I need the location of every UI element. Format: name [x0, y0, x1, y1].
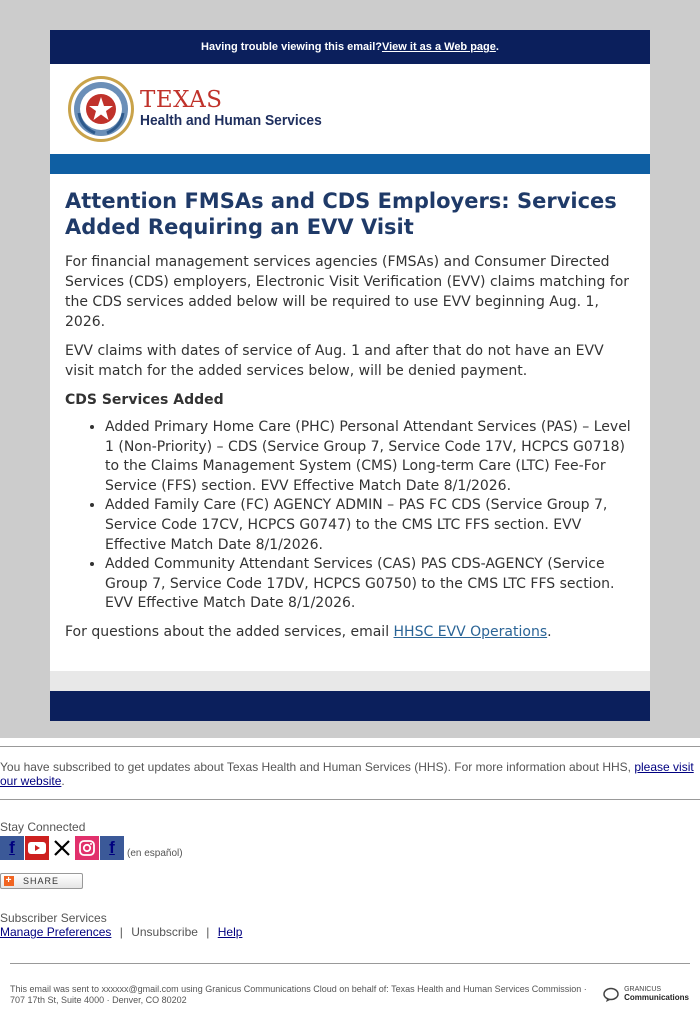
services-list	[65, 418, 635, 614]
intro-paragraph: For financial management services agencies (FMSAs) and Consumer Directed Services (CDS) employers, Electronic Visit Verification (EVV) claims matching for the CDS services added below will be required to use EVV beginning Aug. 1, 2026.	[65, 254, 630, 330]
header-logo	[50, 64, 650, 154]
help-link[interactable]: Help	[217, 925, 243, 939]
subscriber-services	[0, 911, 700, 939]
share-button[interactable]	[0, 873, 83, 889]
logo-agency: Health and Human Services	[140, 112, 322, 129]
facebook-espanol-icon[interactable]: f	[100, 836, 124, 860]
email-headline: Attention FMSAs and CDS Employers: Services Added Requiring an EVV Visit	[65, 189, 617, 239]
subscriber-links	[0, 925, 700, 939]
manage-preferences-link[interactable]: Manage Preferences	[0, 925, 112, 939]
email-body	[50, 174, 650, 671]
logo-texas: TEXAS	[140, 87, 223, 113]
facebook-icon[interactable]: f	[0, 836, 24, 860]
granicus-wordmark	[624, 986, 689, 1003]
legal-notice	[0, 964, 700, 1006]
granicus-logo-icon	[603, 987, 621, 1003]
footer-rule-middle	[0, 799, 700, 800]
footer-strip	[50, 671, 650, 691]
youtube-icon[interactable]	[25, 836, 49, 860]
instagram-icon[interactable]	[75, 836, 99, 860]
granicus-logo[interactable]	[603, 986, 689, 1003]
view-online-bar	[50, 30, 650, 64]
share-plus-icon: +	[5, 875, 13, 886]
header-divider-bar	[50, 154, 650, 174]
granicus-bottom: Communications	[624, 993, 689, 1002]
logo-wordmark	[140, 88, 338, 130]
subscription-footer	[0, 746, 700, 1006]
contact-paragraph	[65, 622, 635, 642]
section-heading: CDS Services Added	[65, 392, 224, 408]
list-item: • Added Family Care (FC) AGENCY ADMIN – PAS FC CDS (Service Group 7, Service Code 17CV, HCPCS G0747) to the CMS LTC FFS section. EVV Effective Match Date 8/1/2026.	[105, 496, 635, 555]
email-container	[50, 30, 650, 721]
espanol-label: (en español)	[127, 848, 183, 859]
social-icons	[0, 834, 700, 860]
x-icon[interactable]	[50, 836, 74, 860]
legal-text: This email was sent to xxxxxx@gmail.com using Granicus Communications Cloud on behalf of: Texas Health and Human Services Commission · 707 17th St, Suite 4000 · Denver, CO 80202	[10, 984, 587, 1005]
evv-operations-link[interactable]: HHSC EVV Operations	[393, 623, 548, 640]
unsubscribe-link[interactable]: Unsubscribe	[131, 925, 198, 939]
view-online-suffix: .	[495, 41, 499, 53]
subscriber-services-label: Subscriber Services	[0, 911, 107, 925]
subscription-note	[0, 747, 700, 788]
separator: |	[119, 925, 123, 939]
contact-prefix: For questions about the added services, email	[65, 623, 394, 640]
subscription-suffix: .	[61, 774, 65, 788]
footer-navy-bar	[50, 691, 650, 721]
granicus-top: GRANICUS	[624, 986, 662, 993]
share-label: SHARE	[23, 876, 60, 886]
view-online-text: Having trouble viewing this email?	[201, 41, 382, 53]
list-item: • Added Community Attendant Services (CAS) PAS CDS-AGENCY (Service Group 7, Service Code 17DV, HCPCS G0750) to the CMS LTC FFS section. EVV Effective Match Date 8/1/2026.	[105, 555, 635, 614]
view-online-link[interactable]: View it as a Web page	[381, 41, 496, 53]
stay-connected-label: Stay Connected	[0, 820, 86, 834]
contact-suffix: .	[547, 623, 552, 640]
visit-website-link[interactable]: please visit our website	[0, 760, 694, 788]
separator: |	[206, 925, 210, 939]
list-item: • Added Primary Home Care (PHC) Personal Attendant Services (PAS) – Level 1 (Non-Priority) – CDS (Service Group 7, Service Code 17V, HCPCS G0718) to the Claims Management System (CMS) Long-term Care (LTC) Fee-For Service (FFS) section. EVV Effective Match Date 8/1/2026.	[105, 418, 635, 496]
denial-paragraph: EVV claims with dates of service of Aug. 1 and after that do not have an EVV visit match for the added services below, will be denied payment.	[65, 343, 604, 379]
subscription-text: You have subscribed to get updates about Texas Health and Human Services (HHS). For more information about HHS,	[0, 760, 635, 774]
texas-seal-icon	[67, 75, 135, 143]
